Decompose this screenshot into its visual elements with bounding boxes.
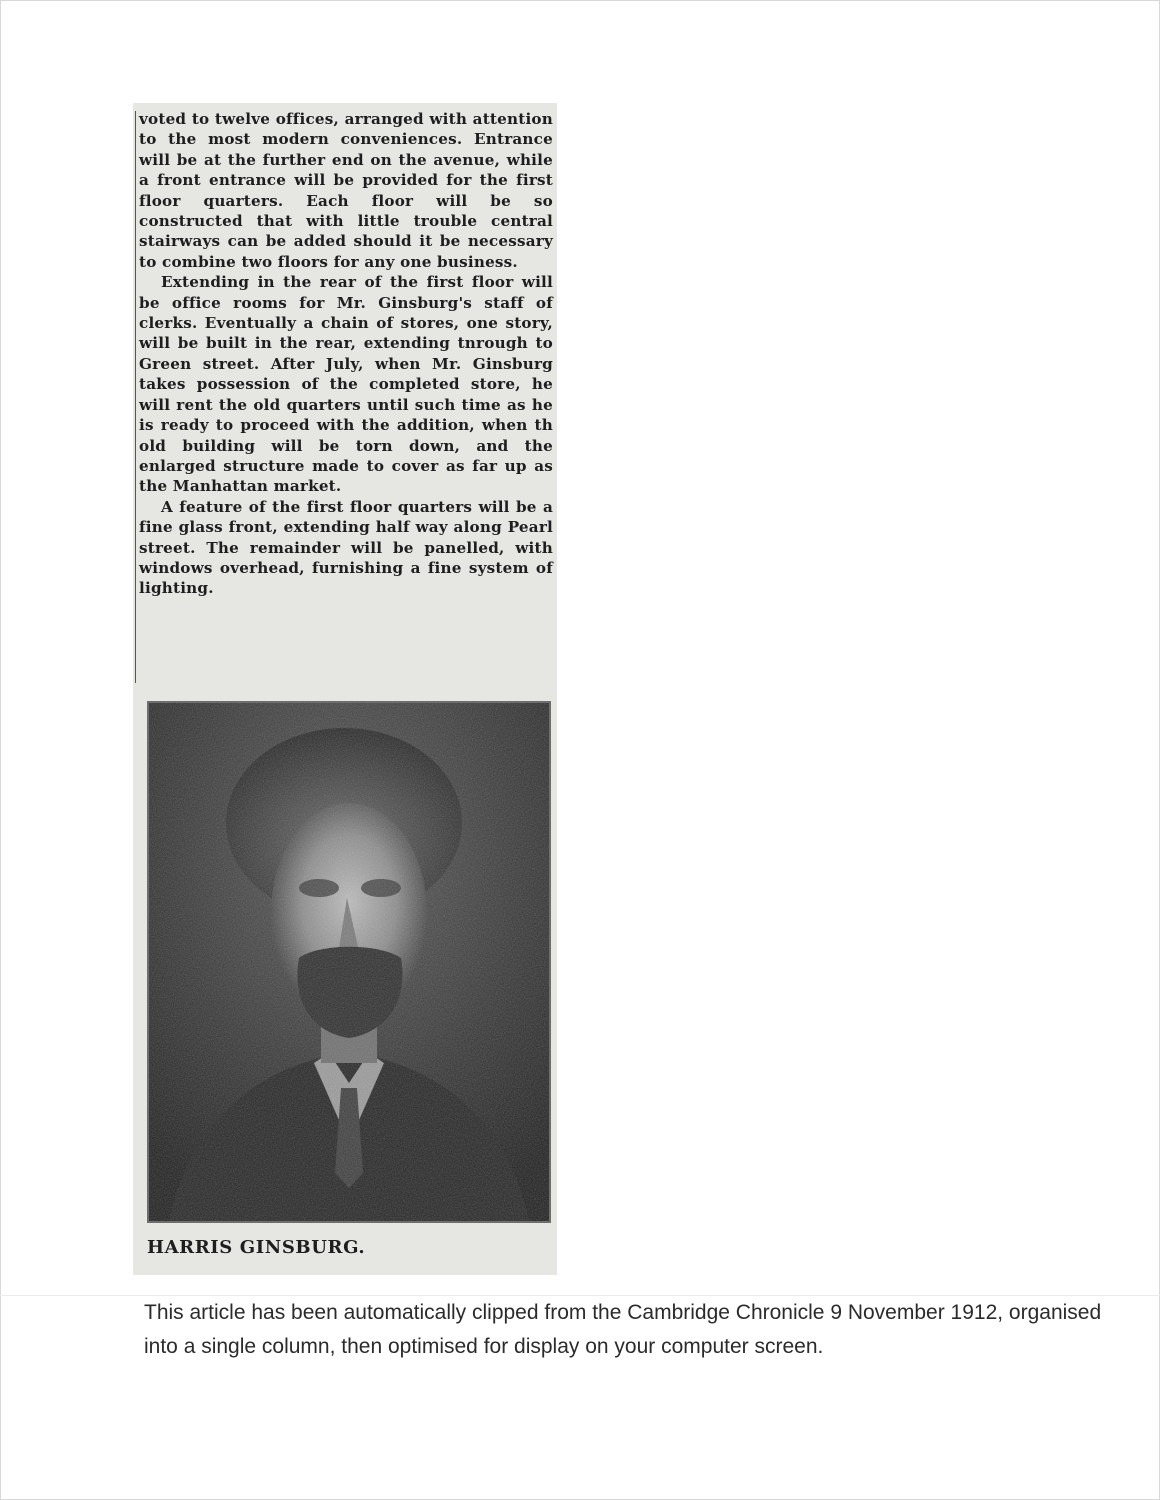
portrait-photo xyxy=(147,701,551,1223)
column-rule xyxy=(135,111,136,683)
portrait-photo-image xyxy=(149,703,549,1221)
article-paragraph-1: voted to twelve offices, arranged with attention to the most modern conveniences. Entrance will be at the further end on the avenue, while a front entrance will be provided for the first floor quarters. Each floor will be so constructed that with little trouble central stairways can be added should it be necessary to combine two floors for any one business. xyxy=(139,110,553,271)
photo-caption: HARRIS GINSBURG. xyxy=(147,1237,366,1258)
article-paragraph-3: A feature of the first floor quarters will be a fine glass front, extending half way along Pearl street. The remainder will be panelled, with windows overhead, furnishing a fine system of lighting. xyxy=(139,497,553,598)
article-body xyxy=(139,109,553,599)
footer-note: This article has been automatically clipped from the Cambridge Chronicle 9 November 1912, organised into a single column, then optimised for display on your computer screen. xyxy=(144,1301,1102,1358)
article-paragraph-2: Extending in the rear of the first floor will be office rooms for Mr. Ginsburg's staff of clerks. Eventually a chain of stores, one story, will be built in the rear, extending tnrough to Green street. After July, when Mr. Ginsburg takes possession of the completed store, he will rent the old quarters until such time as he is ready to proceed with the addition, when th old building will be torn down, and the enlarged structure made to cover as far up as the Manhattan market. xyxy=(139,273,553,496)
newspaper-clipping xyxy=(133,103,557,1275)
